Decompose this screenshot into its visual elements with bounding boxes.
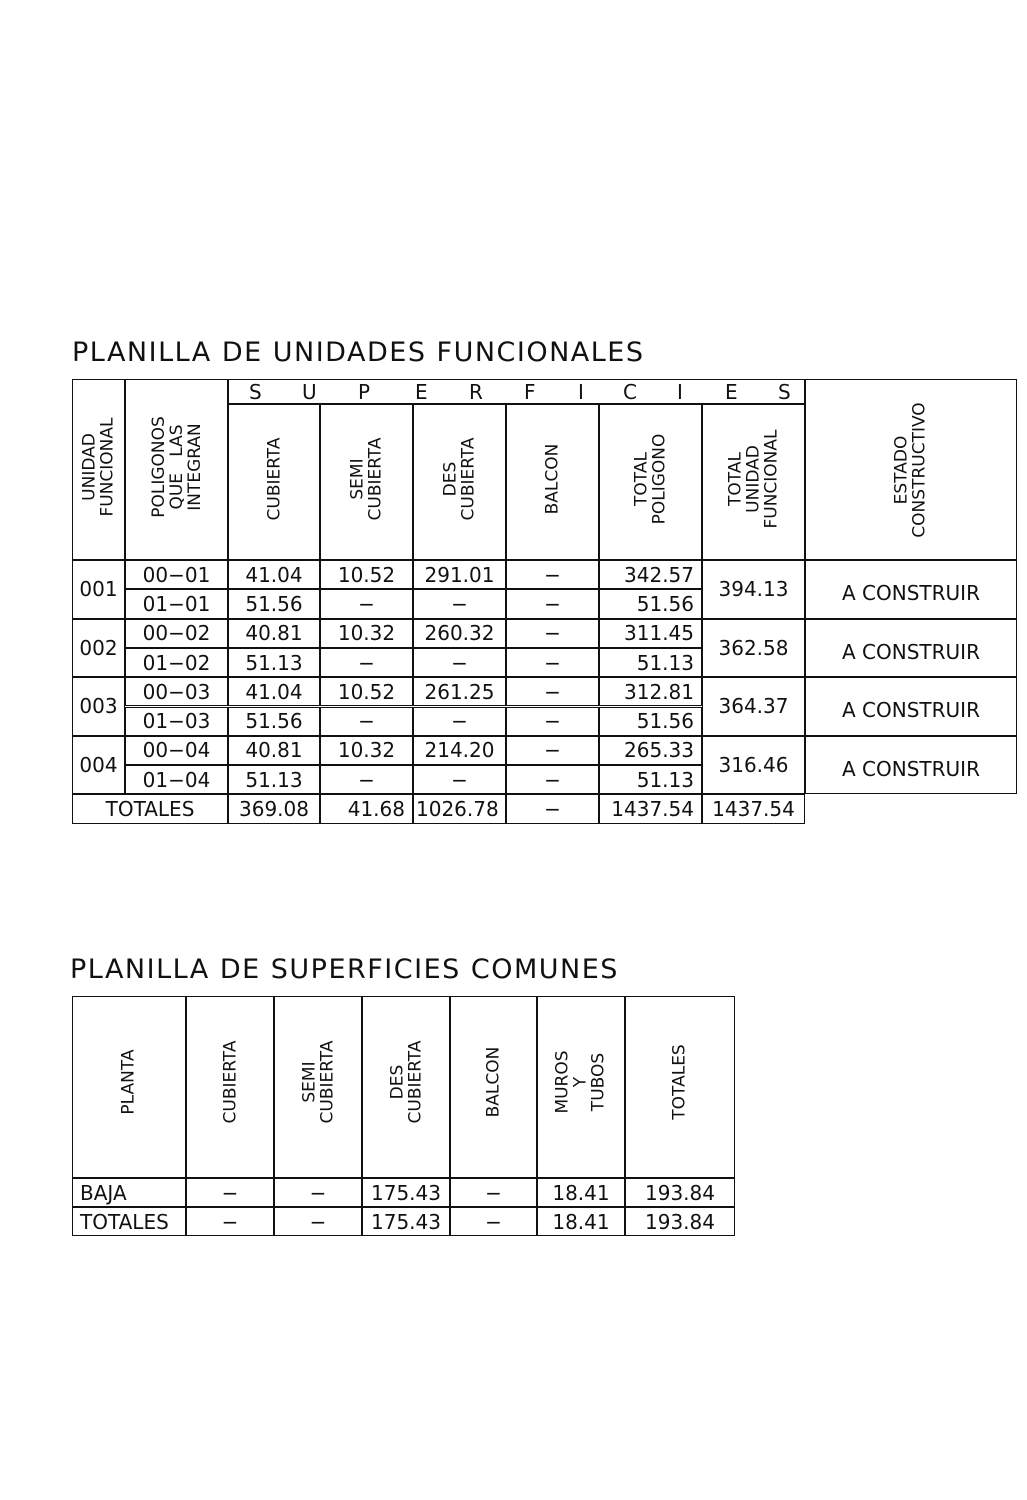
unit-id: 004: [79, 753, 118, 778]
cell-des: 175.43: [371, 1209, 441, 1234]
cell-semi: −: [358, 767, 375, 792]
superficies-letter: S: [249, 380, 262, 404]
header-estado-constructivo-text: ESTADO CONSTRUCTIVO: [891, 401, 930, 538]
header-totales: [625, 1006, 735, 1158]
totales-semi: 41.68: [347, 797, 405, 822]
cell-semi: 10.32: [337, 621, 396, 646]
header-planta: [72, 1006, 186, 1158]
header-planta-text: PLANTA: [119, 1049, 139, 1115]
header-totales-text: TOTALES: [670, 1044, 690, 1120]
estado-value: A CONSTRUIR: [842, 581, 980, 606]
header-total-poligono-text: TOTAL POLIGONO: [631, 433, 670, 525]
unit-total: 394.13: [718, 577, 789, 602]
header-unidad-funcional-text: UNIDAD FUNCIONAL: [79, 416, 118, 517]
cell-semi: −: [358, 591, 375, 616]
superficies-letter: I: [677, 380, 683, 404]
superficies-letter: I: [578, 380, 584, 404]
header-muros: [537, 1006, 625, 1158]
totales-total-poligono: 1437.54: [611, 797, 694, 822]
cell-cubierta: 40.81: [245, 621, 303, 646]
totales-des: 1026.78: [416, 797, 499, 822]
table2-title: PLANILLA DE SUPERFICIES COMUNES: [70, 954, 619, 985]
cell-total: 312.81: [624, 679, 694, 704]
cell-balcon: −: [544, 679, 561, 704]
header-des-cubierta-text: DES CUBIERTA: [387, 1040, 425, 1124]
cell-balcon: −: [485, 1209, 502, 1234]
cell-semi: 10.32: [337, 738, 396, 763]
cell-des: −: [451, 767, 468, 792]
header-poligonos-text: POLIGONOS QUE LAS INTEGRAN: [148, 415, 205, 518]
cell-des: 291.01: [424, 562, 495, 587]
cell-cubierta: 51.56: [245, 591, 303, 616]
header-total-poligono: [599, 410, 702, 548]
superficies-letter: E: [725, 380, 738, 404]
cell-total: 311.45: [624, 621, 694, 646]
cell-balcon: −: [544, 767, 561, 792]
unit-id: 003: [79, 694, 118, 719]
superficies-letter: R: [469, 380, 483, 404]
cell-des: −: [451, 650, 468, 675]
header-balcon-text: BALCON: [483, 1046, 504, 1118]
cell-semi: −: [358, 709, 375, 734]
totales-balcon: −: [544, 797, 561, 822]
header-poligonos: [125, 385, 228, 548]
cell-des: 260.32: [424, 621, 495, 646]
cell-cubierta: 51.13: [245, 650, 303, 675]
cell-poligono: 01−03: [142, 709, 211, 734]
cell-muros: 18.41: [552, 1209, 610, 1234]
cell-poligono: 01−02: [142, 650, 211, 675]
cell-totales: 193.84: [645, 1180, 715, 1205]
header-total-unidad-funcional-text: TOTAL UNIDAD FUNCIONAL: [725, 429, 782, 529]
cell-semi: −: [309, 1209, 327, 1234]
header-cubierta: [228, 410, 320, 548]
cell-des: −: [451, 591, 468, 616]
cell-semi: 10.52: [337, 562, 396, 587]
cell-semi: −: [309, 1180, 327, 1205]
header-des-cubierta-text: DES CUBIERTA: [440, 437, 479, 521]
header-total-unidad-funcional: [702, 410, 805, 548]
estado-value: A CONSTRUIR: [842, 757, 980, 782]
superficies-letter: E: [415, 380, 428, 404]
header-semi-cubierta: [274, 1006, 362, 1158]
cell-des: 214.20: [424, 738, 495, 763]
header-balcon: [506, 410, 599, 548]
header-estado-constructivo: [805, 379, 1017, 560]
superficies-letter: P: [358, 380, 371, 404]
cell-balcon: −: [544, 562, 561, 587]
unit-id: 001: [79, 577, 118, 602]
unit-total: 316.46: [718, 753, 789, 778]
cell-poligono: 00−03: [142, 679, 211, 704]
totales-label: TOTALES: [105, 797, 195, 822]
header-cubierta-text: CUBIERTA: [264, 437, 284, 521]
cell-muros: 18.41: [552, 1180, 610, 1205]
cell-cubierta: 40.81: [245, 738, 303, 763]
cell-planta: TOTALES: [80, 1209, 169, 1234]
cell-poligono: 00−02: [142, 621, 211, 646]
cell-des: −: [451, 709, 468, 734]
superficies-letter: C: [623, 380, 637, 404]
cell-total: 51.13: [636, 650, 694, 675]
cell-cubierta: 41.04: [245, 679, 303, 704]
cell-balcon: −: [485, 1180, 502, 1205]
header-balcon: [450, 1006, 537, 1158]
cell-total: 51.56: [636, 591, 694, 616]
estado-value: A CONSTRUIR: [842, 698, 980, 723]
cell-totales: 193.84: [645, 1209, 715, 1234]
header-cubierta: [186, 1006, 274, 1158]
cell-poligono: 00−04: [142, 738, 211, 763]
cell-cubierta: 51.56: [245, 709, 303, 734]
cell-balcon: −: [544, 650, 561, 675]
cell-planta: BAJA: [80, 1180, 127, 1205]
header-semi-cubierta-text: SEMI CUBIERTA: [347, 437, 386, 521]
header-unidad-funcional: [72, 385, 125, 548]
cell-poligono: 00−01: [142, 562, 211, 587]
unit-id: 002: [79, 635, 118, 660]
cell-cubierta: −: [221, 1180, 239, 1205]
superficies-letter: F: [524, 380, 536, 404]
header-semi-cubierta-text: SEMI CUBIERTA: [299, 1040, 337, 1124]
cell-semi: 10.52: [337, 679, 396, 704]
cell-balcon: −: [544, 621, 561, 646]
cell-poligono: 01−01: [142, 591, 211, 616]
totales-cubierta: 369.08: [239, 797, 309, 822]
cell-total: 265.33: [624, 738, 694, 763]
unit-total: 362.58: [718, 635, 789, 660]
unit-total: 364.37: [718, 694, 789, 719]
cell-balcon: −: [544, 738, 561, 763]
cell-cubierta: −: [221, 1209, 239, 1234]
cell-balcon: −: [544, 709, 561, 734]
header-balcon-text: BALCON: [542, 443, 563, 515]
header-semi-cubierta: [320, 410, 413, 548]
table1-title: PLANILLA DE UNIDADES FUNCIONALES: [72, 337, 645, 368]
cell-cubierta: 41.04: [245, 562, 303, 587]
header-muros-text: MUROS Y TUBOS: [552, 1050, 609, 1114]
totales-total-unidad: 1437.54: [712, 797, 795, 822]
cell-cubierta: 51.13: [245, 767, 303, 792]
header-des-cubierta: [362, 1006, 450, 1158]
cell-des: 175.43: [371, 1180, 441, 1205]
estado-value: A CONSTRUIR: [842, 639, 980, 664]
cell-semi: −: [358, 650, 375, 675]
cell-balcon: −: [544, 591, 561, 616]
cell-total: 51.56: [636, 709, 694, 734]
superficies-letter: S: [778, 380, 791, 404]
superficies-letter: U: [302, 380, 317, 404]
header-cubierta-text: CUBIERTA: [220, 1040, 240, 1124]
cell-des: 261.25: [424, 679, 495, 704]
cell-total: 342.57: [624, 562, 694, 587]
cell-poligono: 01−04: [142, 767, 211, 792]
header-des-cubierta: [413, 410, 506, 548]
cell-total: 51.13: [636, 767, 694, 792]
